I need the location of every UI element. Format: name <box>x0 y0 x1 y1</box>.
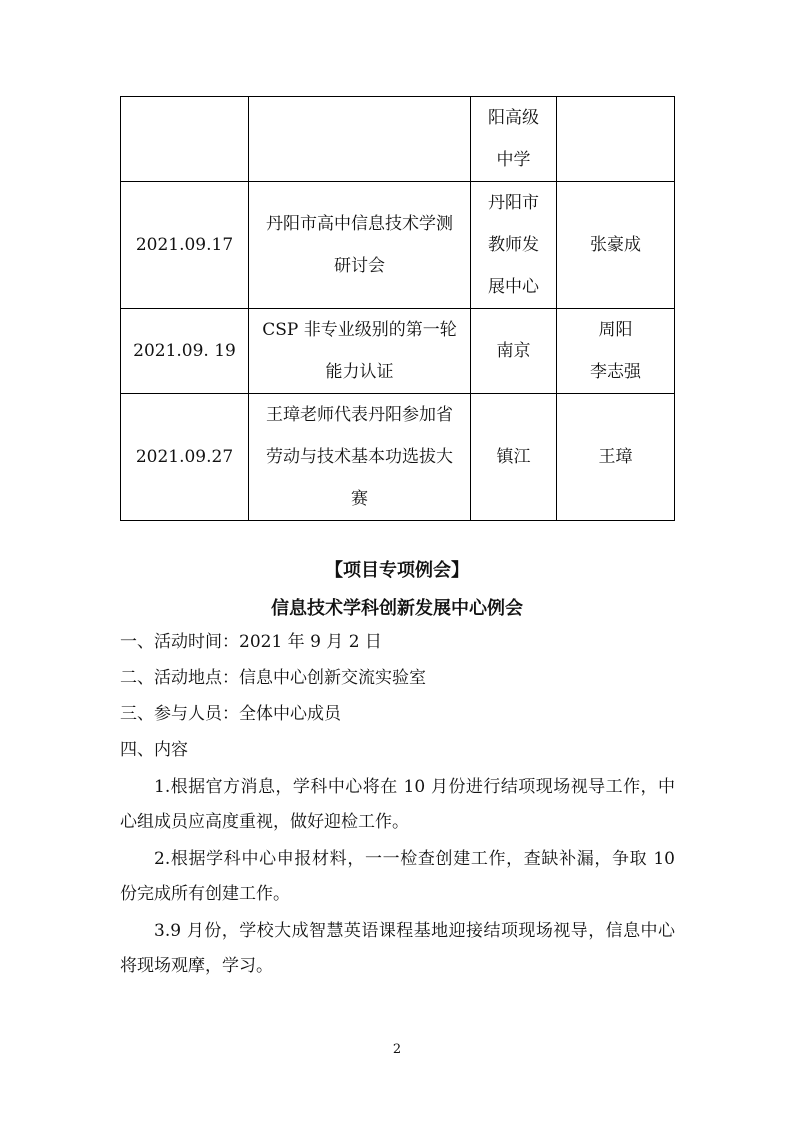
participants: 三、参与人员：全体中心成员 <box>120 704 341 724</box>
date-cell: 2021.09. 19 <box>121 309 249 394</box>
table-row <box>121 394 675 521</box>
place-cell: 南京 <box>471 309 557 394</box>
section-title: 【项目专项例会】 <box>325 560 469 581</box>
table-row <box>121 182 675 309</box>
content-paragraph: 3.9 月份，学校大成智慧英语课程基地迎接结项现场视导，信息中心将现场观摩，学习。 <box>120 921 675 976</box>
date-cell: 2021.09.17 <box>121 182 249 309</box>
place-cell: 丹阳市 教师发 展中心 <box>471 182 557 309</box>
event-cell <box>249 97 471 182</box>
table-row <box>121 309 675 394</box>
table-row <box>121 97 675 182</box>
people-cell: 周阳 李志强 <box>557 309 675 394</box>
date-cell <box>121 97 249 182</box>
schedule-table <box>120 96 675 521</box>
event-cell: 王璋老师代表丹阳参加省 劳动与技术基本功选拔大 赛 <box>249 394 471 521</box>
activity-time: 一、活动时间：2021 年 9 月 2 日 <box>120 632 382 652</box>
event-cell: CSP 非专业级别的第一轮 能力认证 <box>249 309 471 394</box>
page-number: 2 <box>392 1042 402 1057</box>
people-cell: 王璋 <box>557 394 675 521</box>
section-subtitle: 信息技术学科创新发展中心例会 <box>271 598 523 619</box>
content-paragraph: 2.根据学科中心申报材料，一一检查创建工作，查缺补漏，争取 10 份完成所有创建工作。 <box>120 849 675 904</box>
content-heading: 四、内容 <box>120 740 188 760</box>
date-cell: 2021.09.27 <box>121 394 249 521</box>
people-cell: 张豪成 <box>557 182 675 309</box>
activity-location: 二、活动地点：信息中心创新交流实验室 <box>120 668 426 688</box>
content-paragraph: 1.根据官方消息，学科中心将在 10 月份进行结项现场视导工作，中心组成员应高度重视，做好迎检工作。 <box>120 777 675 832</box>
place-cell: 阳高级 中学 <box>471 97 557 182</box>
people-cell <box>557 97 675 182</box>
event-cell: 丹阳市高中信息技术学测 研讨会 <box>249 182 471 309</box>
place-cell: 镇江 <box>471 394 557 521</box>
